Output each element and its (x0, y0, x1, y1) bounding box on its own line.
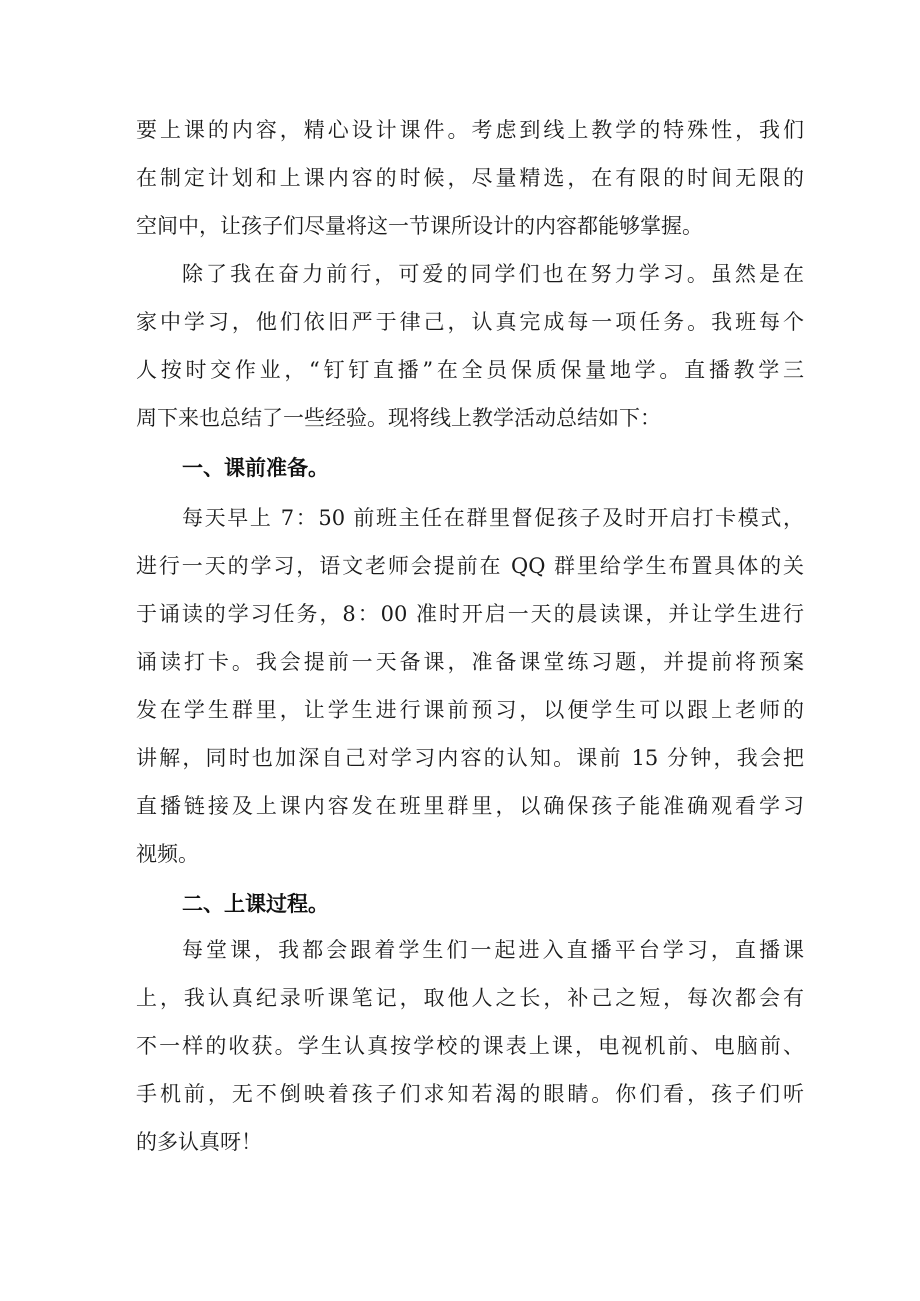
paragraph-line: 于诵读的学习任务，8：00 准时开启一天的晨读课，并让学生进行 (136, 602, 804, 626)
paragraph-line: 每堂课，我都会跟着学生们一起进入直播平台学习，直播课 (182, 938, 804, 962)
paragraph-line: 讲解，同时也加深自己对学习内容的认知。课前 15 分钟，我会把 (136, 746, 804, 770)
paragraph-line: 的多认真呀！ (136, 1130, 262, 1154)
paragraph-line: 人按时交作业，“钉钉直播”在全员保质保量地学。直播教学三 (136, 358, 804, 382)
paragraph-line: 发在学生群里，让学生进行课前预习，以便学生可以跟上老师的 (136, 698, 804, 722)
paragraph-line: 家中学习，他们依旧严于律己，认真完成每一项任务。我班每个 (136, 310, 804, 334)
paragraph-line: 不一样的收获。学生认真按学校的课表上课，电视机前、电脑前、 (136, 1034, 804, 1058)
paragraph-line: 进行一天的学习，语文老师会提前在 QQ 群里给学生布置具体的关 (136, 554, 804, 578)
section-heading-1: 一、课前准备。 (182, 456, 329, 480)
paragraph-line: 周下来也总结了一些经验。现将线上教学活动总结如下： (136, 406, 661, 430)
paragraph-line: 手机前，无不倒映着孩子们求知若渴的眼睛。你们看，孩子们听 (136, 1082, 804, 1106)
paragraph-line: 上，我认真纪录听课笔记，取他人之长，补己之短，每次都会有 (136, 986, 804, 1010)
paragraph-line: 除了我在奋力前行，可爱的同学们也在努力学习。虽然是在 (182, 262, 804, 286)
section-heading-2: 二、上课过程。 (182, 892, 329, 916)
paragraph-line: 直播链接及上课内容发在班里群里，以确保孩子能准确观看学习 (136, 794, 804, 818)
paragraph-line: 诵读打卡。我会提前一天备课，准备课堂练习题，并提前将预案 (136, 650, 804, 674)
paragraph-line: 要上课的内容，精心设计课件。考虑到线上教学的特殊性，我们 (136, 118, 804, 142)
paragraph-line: 每天早上 7：50 前班主任在群里督促孩子及时开启打卡模式， (182, 506, 804, 530)
paragraph-line: 视频。 (136, 842, 199, 866)
paragraph-line: 空间中，让孩子们尽量将这一节课所设计的内容都能够掌握。 (136, 214, 703, 238)
paragraph-line: 在制定计划和上课内容的时候，尽量精选，在有限的时间无限的 (136, 166, 804, 190)
